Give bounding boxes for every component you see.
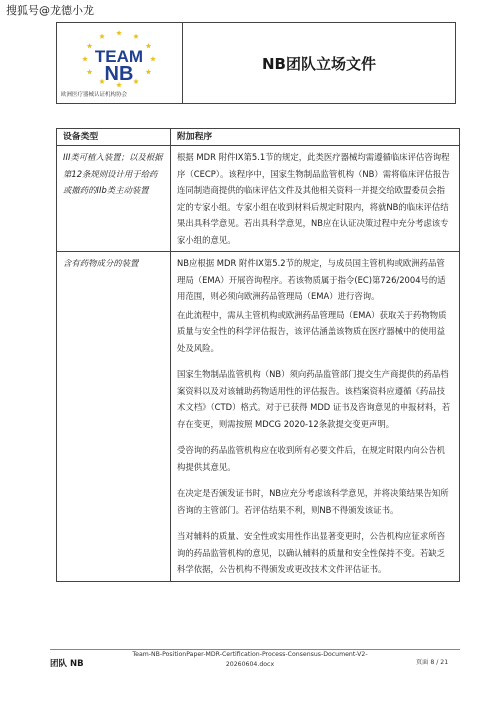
procedure-paragraph: NB应根据 MDR 附件IX第5.2节的规定，与成员国主管机构或欧洲药品管理局（EMA）开展咨询程序。若该物质属于指令(EC)第726/2004号的适用范围，则必须向欧洲药品管理局（EMA）进行咨询。 <box>177 258 446 301</box>
star-icon <box>146 43 152 48</box>
star-icon <box>150 56 156 61</box>
column-header-device-type: 设备类型 <box>57 129 171 145</box>
document-title: NB团队立场文件 <box>262 54 376 73</box>
logo-cell <box>57 23 183 103</box>
procedure-paragraph: 国家生物制品监管机构（NB）须向药品监管部门提交生产商提供的药品档案资料以及对该辅助药物适用性的评估报告。该档案资料应遵循《药品技术文档》（CTD）格式。对于已获得 MDD 证书及咨询意见的申报材料，若存在变更，则需按照 MDCG 2020-12条款提交变更声明。 <box>177 369 451 429</box>
procedure-paragraph: 在此流程中，需从主管机构或欧洲药品管理局（EMA）获取关于药物物质质量与安全性的科学评估报告，该评估涵盖该物质在医疗器械中的使用益处及风险。 <box>177 309 447 353</box>
procedure-table <box>56 128 460 582</box>
logo-text-nb: NB <box>104 63 134 85</box>
logo-text-team: TEAM <box>94 47 144 66</box>
star-icon <box>133 79 139 84</box>
team-nb-logo <box>79 29 159 89</box>
procedure-paragraph: 根据 MDR 附件IX第5.1节的规定，此类医疗器械均需遵循临床评估咨询程序（CECP）。该程序中，国家生物制品监管机构（NB）需将临床评估报告连同制造商提供的临床评估文件及其他相关资料一并提交给欧盟委员会指定的专家小组。专家小组在收到材料后规定时限内，将就NB的临床评估结果出具科学意见。若出具科学意见，NB应在认证决策过程中充分考虑该专家小组的意见。 <box>177 152 450 245</box>
table-header-row <box>57 129 459 146</box>
star-icon <box>87 69 93 74</box>
device-type-cell: III类可植入装置；以及根据第12条规则设计用于给药或撤药的IIb类主动装置 <box>57 146 171 251</box>
footer-filename: Team-NB-PositionPaper-MDR-Certification-Process-Consensus-Document-V2-20260604.docx <box>132 651 368 668</box>
star-icon <box>146 69 152 74</box>
table-row <box>57 146 459 252</box>
device-type-cell: 含有药物成分的装置 <box>57 252 171 581</box>
star-icon <box>99 33 105 38</box>
procedure-paragraph: 受咨询的药品监管机构应在收到所有必要文件后，在规定时限内向公告机构提供其意见。 <box>177 445 445 472</box>
footer-page-number: 页面 8 / 21 <box>416 659 449 666</box>
procedure-cell <box>171 146 459 251</box>
document-header <box>56 22 456 104</box>
star-icon <box>116 30 122 35</box>
procedure-cell <box>171 252 459 581</box>
star-icon <box>87 43 93 48</box>
star-icon <box>133 33 139 38</box>
procedure-paragraph: 当对辅料的质量、安全性或实用性作出显著变更时，公告机构应征求所咨询的药品监管机构的意见，以确认辅料的质量和安全性保持不变。若缺乏科学依据，公告机构不得颁发或更改技术文件评估证书。 <box>177 531 445 574</box>
watermark-text: 搜狐号@龙德小龙 <box>6 4 94 17</box>
table-row <box>57 252 459 581</box>
column-header-procedure: 附加程序 <box>177 132 213 142</box>
footer-organization: 团队 NB <box>50 659 84 669</box>
star-icon <box>82 56 88 61</box>
procedure-paragraph: 在决定是否颁发证书时，NB应充分考虑该科学意见，并将决策结果告知所咨询的主管部门。若评估结果不利，则NB不得颁发该证书。 <box>177 488 449 515</box>
logo-caption: 欧洲医疗器械认证机构协会 <box>61 92 128 98</box>
